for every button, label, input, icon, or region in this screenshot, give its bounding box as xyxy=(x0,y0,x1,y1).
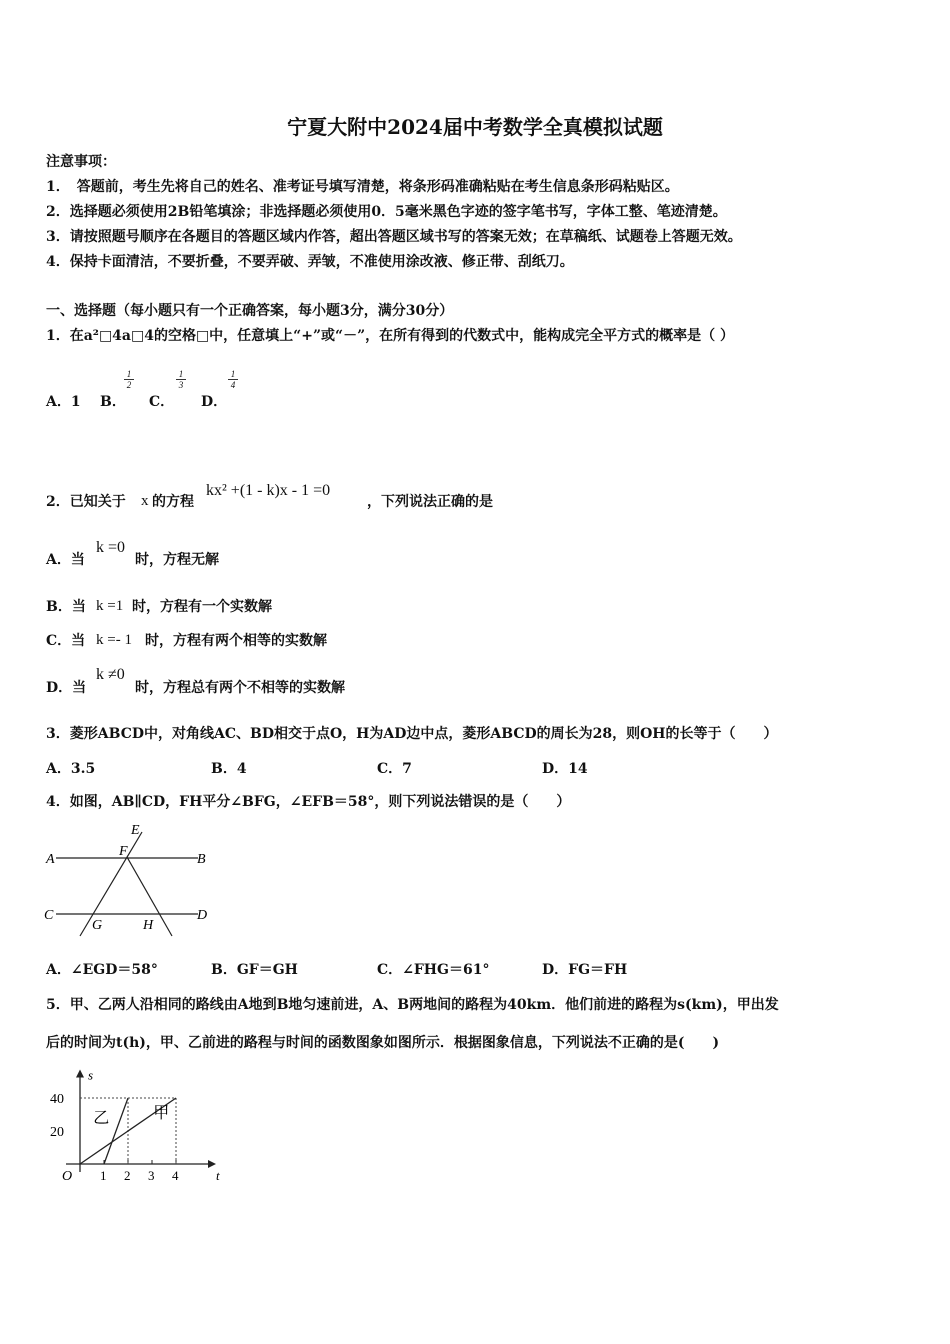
y-tick-label: 20 xyxy=(50,1125,64,1140)
q2-stem-mid: 的方程 xyxy=(152,494,194,510)
label-g: G xyxy=(92,918,103,933)
q1-fraction-d: 1 4 xyxy=(228,370,238,389)
notice-item-4: 4．保持卡面清洁，不要折叠，不要弄破、弄皱，不准使用涂改液、修正带、刮纸刀。 xyxy=(46,254,574,270)
label-e: E xyxy=(131,823,140,838)
q2-option-a-post: 时，方程无解 xyxy=(135,552,219,568)
notice-item-1: 1． 答题前，考生先将自己的姓名、准考证号填写清楚，将条形码准确粘贴在考生信息条形码粘贴区。 xyxy=(46,179,679,195)
x-tick-label: 2 xyxy=(124,1168,131,1183)
q4-geometry-figure xyxy=(40,820,220,945)
series-line-1 xyxy=(104,1098,128,1164)
origin-label: O xyxy=(62,1169,73,1184)
q3-option-c: C．7 xyxy=(377,761,412,777)
q4-option-d: D．FG＝FH xyxy=(542,962,628,978)
q2-option-a-pre: A．当 xyxy=(46,552,85,568)
q2-option-d-condition: k ≠0 xyxy=(96,666,125,683)
q5-line-2: 后的时间为t(h)，甲、乙前进的路程与时间的函数图象如图所示．根据图象信息，下列说法不正确的是( ) xyxy=(46,1035,720,1051)
q2-option-c-condition: k =- 1 xyxy=(96,632,132,648)
label-b: B xyxy=(197,852,206,867)
q2-stem-pre: 2．已知关于 xyxy=(46,494,126,510)
label-c: C xyxy=(44,908,54,923)
q1-fraction-b: 1 2 xyxy=(124,370,134,389)
label-h: H xyxy=(143,918,154,933)
line-eg xyxy=(80,832,142,936)
x-axis-label: t xyxy=(216,1168,220,1183)
q1-option-b: B． xyxy=(100,394,126,410)
q2-option-d-pre: D．当 xyxy=(46,680,87,696)
q1-option-d: D． xyxy=(201,394,228,410)
q5-function-chart xyxy=(40,1062,220,1192)
q2-option-b-condition: k =1 xyxy=(96,598,124,614)
q2-option-b-pre: B．当 xyxy=(46,599,86,615)
x-tick-label: 1 xyxy=(100,1168,107,1183)
x-tick-label: 3 xyxy=(148,1168,155,1183)
q5-line-1: 5．甲、乙两人沿相同的路线由A地到B地匀速前进，A、B两地间的路程为40km．他们前进的路程为s(km)，甲出发 xyxy=(46,997,779,1013)
series-label-jia: 甲 xyxy=(153,1104,170,1122)
notice-item-3: 3．请按照题号顺序在各题目的答题区域内作答，超出答题区域书写的答案无效；在草稿纸、试题卷上答题无效。 xyxy=(46,229,742,245)
q4-option-c: C．∠FHG＝61° xyxy=(377,962,490,978)
q2-option-b-post: 时，方程有一个实数解 xyxy=(132,599,272,615)
q4-option-b: B．GF＝GH xyxy=(211,962,298,978)
x-axis-arrow xyxy=(208,1160,216,1168)
label-a: A xyxy=(46,852,55,867)
y-axis-label: s xyxy=(88,1067,94,1083)
q2-option-d-post: 时，方程总有两个不相等的实数解 xyxy=(135,680,345,696)
q1-stem: 1．在a²□4a□4的空格□中，任意填上“+”或“－”，在所有得到的代数式中，能构成完全平方式的概率是（ ） xyxy=(46,328,734,344)
q2-option-c-pre: C．当 xyxy=(46,633,86,649)
x-tick-label: 4 xyxy=(172,1168,179,1183)
q1-option-c: C． xyxy=(149,394,175,410)
q1-fraction-c: 1 3 xyxy=(176,370,186,389)
label-d: D xyxy=(197,908,208,923)
series-label-yi: 乙 xyxy=(93,1109,110,1127)
label-f: F xyxy=(119,844,128,859)
page-title: 宁夏大附中2024届中考数学全真模拟试题 xyxy=(287,115,663,139)
q2-option-c-post: 时，方程有两个相等的实数解 xyxy=(145,633,327,649)
y-axis-arrow xyxy=(76,1070,84,1078)
q2-equation: kx² +(1 - k)x - 1 =0 xyxy=(206,482,331,499)
q1-option-a: A．1 xyxy=(46,394,81,410)
q3-stem: 3．菱形ABCD中，对角线AC、BD相交于点O，H为AD边中点，菱形ABCD的周长为28，则OH的长等于（ ） xyxy=(46,726,778,742)
y-tick-label: 40 xyxy=(50,1092,64,1107)
q2-option-a-condition: k =0 xyxy=(96,539,126,556)
section-heading: 一、选择题（每小题只有一个正确答案，每小题3分，满分30分） xyxy=(46,303,454,319)
q2-stem-post: ，下列说法正确的是 xyxy=(367,494,493,510)
notice-item-2: 2．选择题必须使用2B铅笔填涂；非选择题必须使用0．5毫米黑色字迹的签字笔书写，字体工整、笔迹清楚。 xyxy=(46,204,727,220)
q2-variable: x xyxy=(141,493,149,509)
notice-heading: 注意事项： xyxy=(46,154,116,170)
q3-option-b: B．4 xyxy=(211,761,247,777)
q3-option-a: A．3.5 xyxy=(46,761,96,777)
q4-stem: 4．如图，AB∥CD，FH平分∠BFG，∠EFB＝58°，则下列说法错误的是（ ） xyxy=(46,794,571,810)
q4-option-a: A．∠EGD＝58° xyxy=(46,962,158,978)
q3-option-d: D．14 xyxy=(542,761,588,777)
